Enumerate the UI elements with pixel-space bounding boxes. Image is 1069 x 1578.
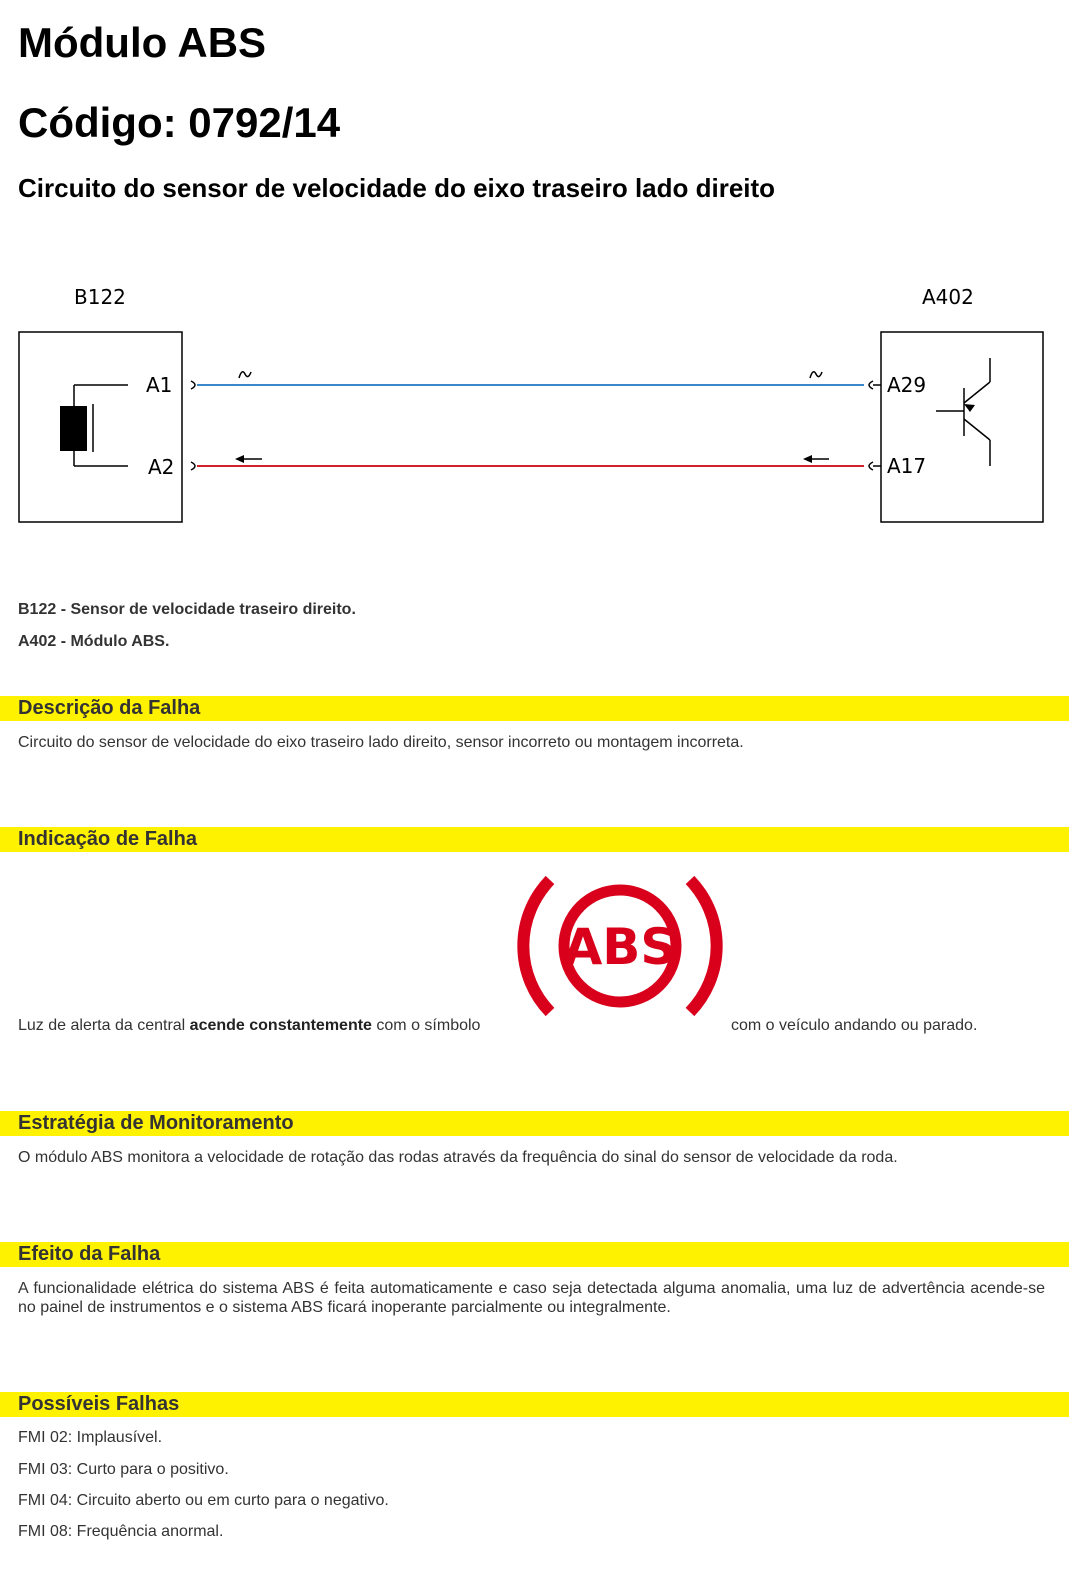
section-header-estrategia	[0, 1111, 1069, 1136]
fmi-item: FMI 03: Curto para o positivo.	[18, 1461, 229, 1478]
component-label-a402: A402	[922, 285, 974, 309]
indicacao-text-before: Luz de alerta da central	[18, 1017, 190, 1034]
circuit-subtitle: Circuito do sensor de velocidade do eixo traseiro lado direito	[18, 173, 776, 203]
connector-right-a17	[869, 462, 873, 470]
component-label-b122: B122	[74, 285, 126, 309]
connector-left-a2	[191, 462, 195, 470]
connector-left-a1	[191, 381, 195, 389]
code-title: Código: 0792/14	[18, 99, 341, 146]
module-box	[881, 332, 1043, 522]
arrow-left-icon	[235, 455, 262, 463]
indicacao-text-after: com o veículo andando ou parado.	[731, 1017, 978, 1034]
fmi-item: FMI 08: Frequência anormal.	[18, 1523, 224, 1540]
section-title: Possíveis Falhas	[18, 1393, 180, 1415]
pin-label-a17: A17	[887, 454, 927, 478]
abs-symbol-label: ABS	[563, 918, 677, 976]
efeito-text: A funcionalidade elétrica do sistema ABS é feita automaticamente e caso seja detectada alguma anomalia, uma luz de advertência acende-se no painel de instrumentos e o sistema ABS ficará inoperante parcialmente ou integralmente.	[18, 1280, 1045, 1316]
pin-label-a29: A29	[887, 373, 927, 397]
wiring-diagram	[0, 270, 1069, 540]
indicacao-text-bold: acende constantemente	[189, 1017, 372, 1034]
section-title: Descrição da Falha	[18, 697, 201, 719]
section-header-possiveis	[0, 1392, 1069, 1417]
legend-item: A402 - Módulo ABS.	[18, 633, 170, 650]
ac-wave-icon	[239, 372, 251, 378]
sensor-icon	[60, 385, 128, 466]
transistor-icon	[936, 358, 990, 466]
ac-wave-icon	[810, 372, 822, 378]
section-header-descricao	[0, 696, 1069, 721]
fmi-item: FMI 02: Implausível.	[18, 1429, 163, 1446]
connector-right-a29	[869, 381, 873, 389]
indicacao-text	[18, 1017, 480, 1035]
indicacao-text-mid: com o símbolo	[371, 1017, 481, 1034]
section-title: Efeito da Falha	[18, 1243, 161, 1265]
pin-label-a1: A1	[146, 373, 173, 397]
section-header-efeito	[0, 1242, 1069, 1267]
pin-label-a2: A2	[148, 455, 175, 479]
descricao-text: Circuito do sensor de velocidade do eixo traseiro lado direito, sensor incorreto ou montagem incorreta.	[18, 734, 744, 751]
fmi-item: FMI 04: Circuito aberto ou em curto para o negativo.	[18, 1492, 389, 1509]
estrategia-text: O módulo ABS monitora a velocidade de rotação das rodas através da frequência do sinal do sensor de velocidade da roda.	[18, 1149, 898, 1166]
section-title: Estratégia de Monitoramento	[18, 1112, 294, 1134]
legend-item: B122 - Sensor de velocidade traseiro direito.	[18, 601, 356, 618]
section-header-indicacao	[0, 827, 1069, 852]
sensor-box	[19, 332, 182, 522]
arrow-left-icon	[803, 455, 829, 463]
abs-warning-icon	[516, 862, 724, 1032]
section-title: Indicação de Falha	[18, 828, 197, 850]
module-title: Módulo ABS	[18, 19, 267, 66]
